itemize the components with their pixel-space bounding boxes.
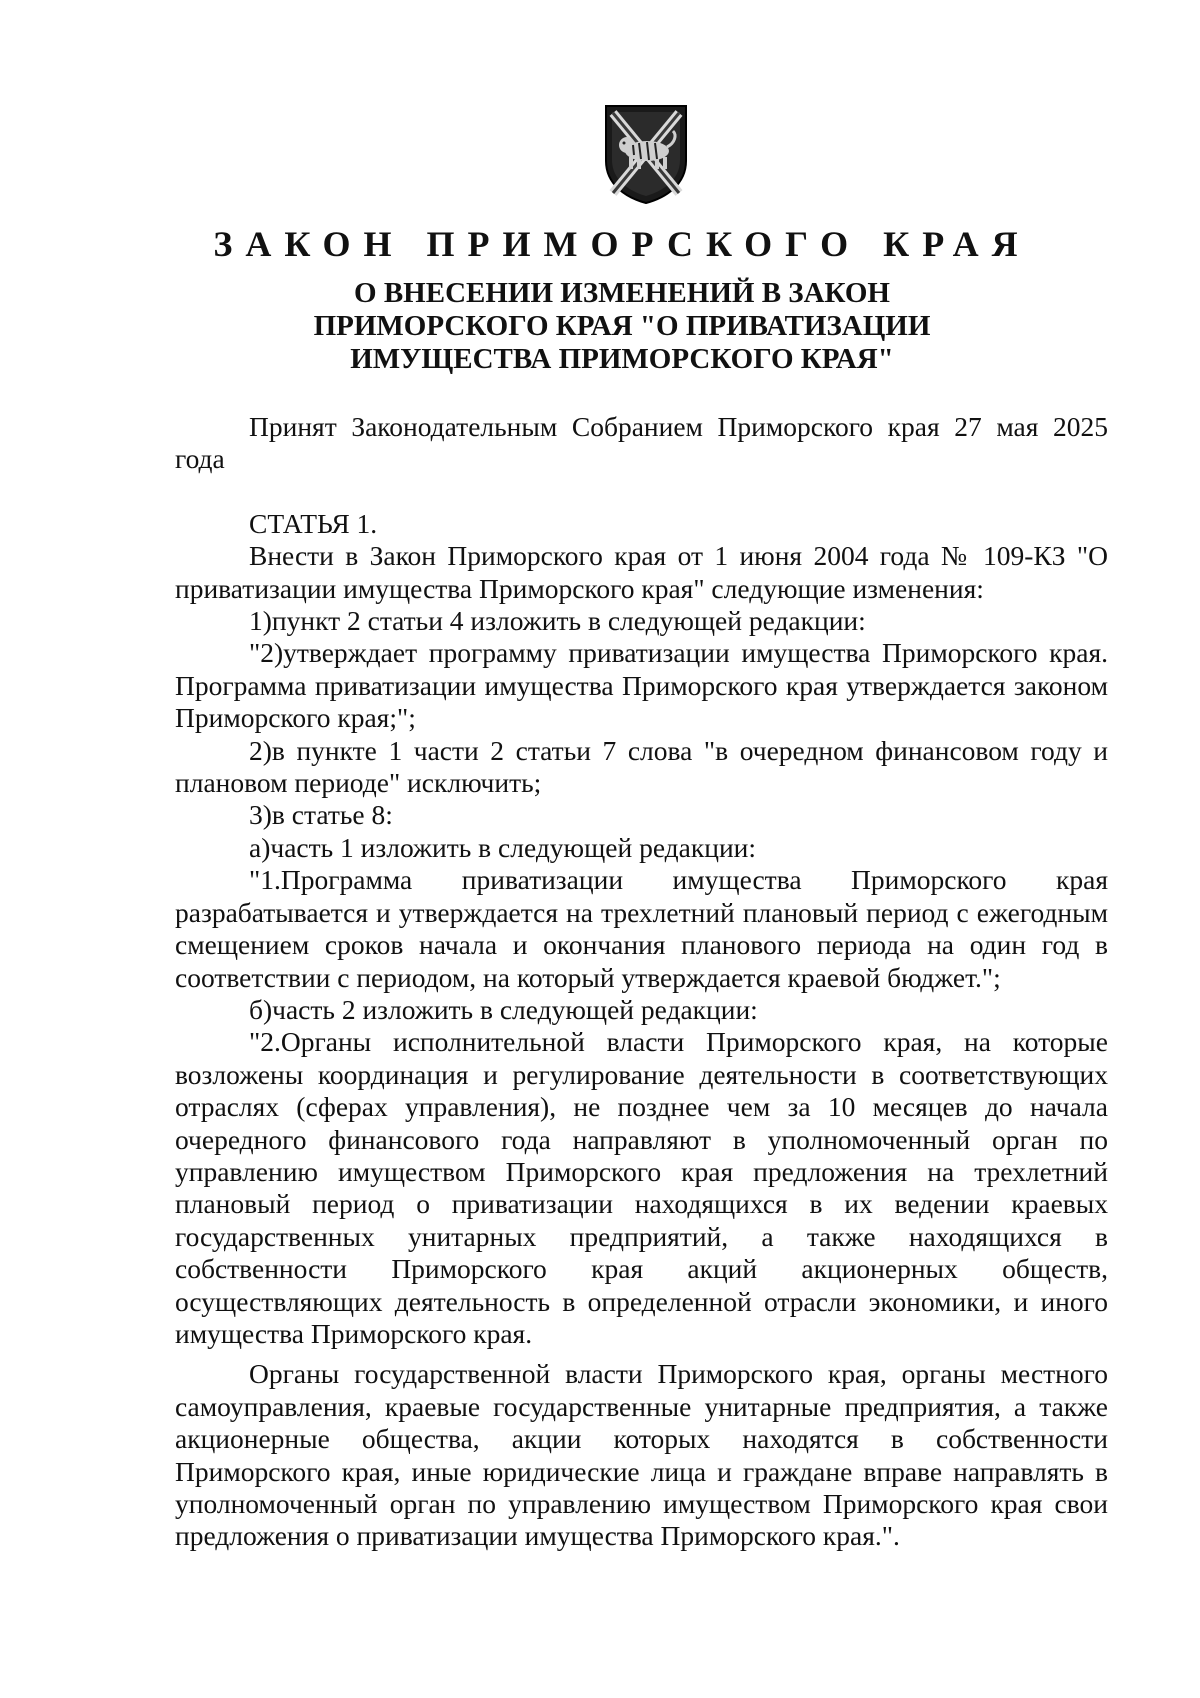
article-paragraph: б)часть 2 изложить в следующей редакции: (249, 993, 758, 1025)
article-paragraph: 2)в пункте 1 части 2 статьи 7 слова "в очередном финансовом году и плановом периоде" исключить; (175, 734, 1108, 799)
article-paragraph: "2)утверждает программу приватизации имущества Приморского края. Программа приватизации имущества Приморского края утверждается законом Приморского края;"; (175, 637, 1108, 734)
article-paragraph: 3)в статье 8: (249, 799, 393, 831)
law-subtitle (0, 277, 1200, 376)
article-paragraph: 1)пункт 2 статьи 4 изложить в следующей редакции: (249, 605, 866, 637)
article-heading: СТАТЬЯ 1. (249, 507, 378, 539)
article-paragraph: а)часть 1 изложить в следующей редакции: (249, 831, 757, 863)
subtitle-line: ИМУЩЕСТВА ПРИМОРСКОГО КРАЯ" (350, 343, 894, 375)
article-paragraph: "1.Программа приватизации имущества Приморского края разрабатывается и утверждается на трехлетний плановый период с ежегодным смещением сроков начала и окончания планового периода на один год в соответствии с периодом, на который утверждается краевой бюджет."; (175, 864, 1108, 993)
adoption-statement: Принят Законодательным Собранием Приморского края 27 мая 2025 года (175, 411, 1108, 475)
article-paragraph: Внести в Закон Приморского края от 1 июня 2004 года № 109-КЗ "О приватизации имущества Приморского края" следующие изменения: (175, 540, 1108, 604)
law-title: ЗАКОН ПРИМОРСКОГО КРАЯ (213, 224, 1031, 264)
coat-of-arms-icon (603, 103, 689, 205)
document-body (175, 411, 1108, 1553)
subtitle-line: О ВНЕСЕНИИ ИЗМЕНЕНИЙ В ЗАКОН (354, 277, 890, 309)
article-paragraph: Органы государственной власти Приморского края, органы местного самоуправления, краевые государственные унитарные предприятия, а также акционерные общества, акции которых находятся в собственности Приморского края, иные юридические лица и граждане вправе направлять в уполномоченный орган по управлению имуществом Приморского края свои предложения о приватизации имущества Приморского края.". (175, 1358, 1108, 1552)
subtitle-line: ПРИМОРСКОГО КРАЯ "О ПРИВАТИЗАЦИИ (313, 310, 931, 342)
article-paragraph: "2.Органы исполнительной власти Приморского края, на которые возложены координация и регулирование деятельности в соответствующих отраслях (сферах управления), не позднее чем за 10 месяцев до начала очередного финансового года направляют в уполномоченный орган по управлению имуществом Приморского края предложения на трехлетний плановый период о приватизации находящихся в их ведении краевых государственных унитарных предприятий, а также находящихся в собственности Приморского края акций акционерных обществ, осуществляющих деятельность в определенной отрасли экономики, и иного имущества Приморского края. (175, 1026, 1108, 1349)
